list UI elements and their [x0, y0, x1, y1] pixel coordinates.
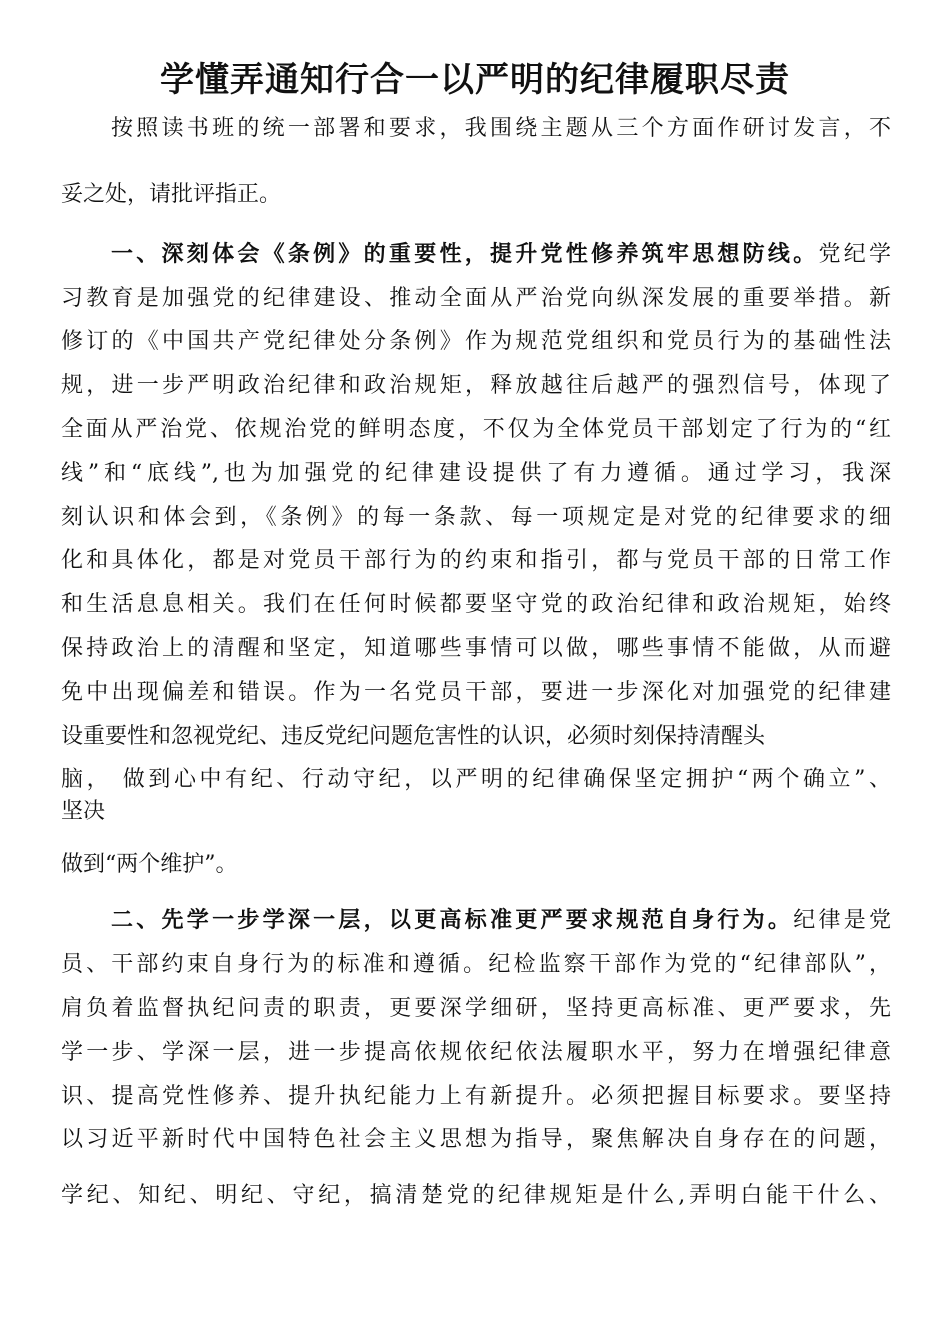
section2-line: 学纪、知纪、明纪、守纪，搞清楚党的纪律规矩是什么,弄明白能干什么、: [61, 1183, 891, 1208]
section1-line: 保持政治上的清醒和坚定，知道哪些事情可以做，哪些事情不能做，从而避: [61, 636, 891, 661]
section1-line: 坚决: [61, 799, 106, 824]
section2-line: 学一步、学深一层，进一步提高依规依纪依法履职水平，努力在增强纪律意: [61, 1040, 891, 1065]
section1-line: 刻认识和体会到，《条例》的每一条款、每一项规定是对党的纪律要求的细: [61, 505, 891, 530]
intro-line-2: 妥之处，请批评指正。: [61, 182, 282, 207]
section1-line: 习教育是加强党的纪律建设、推动全面从严治党向纵深发展的重要举措。新: [61, 286, 891, 311]
document-title: 学懂弄通知行合一以严明的纪律履职尽责: [160, 60, 790, 100]
section2-line: 识、提高党性修养、提升执纪能力上有新提升。必须把握目标要求。要坚持: [61, 1084, 891, 1109]
section2-heading: 二、先学一步学深一层，以更高标准更严要求规范自身行为。: [111, 908, 794, 933]
section2-first-line: [111, 906, 891, 936]
section1-line: 化和具体化，都是对党员干部行为的约束和指引，都与党员干部的日常工作: [61, 548, 891, 573]
section2-line: 以习近平新时代中国特色社会主义思想为指导，聚焦解决自身存在的问题，: [61, 1127, 891, 1152]
section2-heading-rest: 纪律是党: [793, 908, 891, 933]
section1-line: 设重要性和忽视党纪、违反党纪问题危害性的认识，必须时刻保持清醒头: [61, 724, 766, 749]
section1-line: 脑， 做到心中有纪、行动守纪，以严明的纪律确保坚定拥护“两个确立”、: [61, 767, 891, 792]
section1-line: 线”和“底线”,也为加强党的纪律建设提供了有力遵循。通过学习，我深: [61, 461, 891, 486]
section2-line: 员、干部约束自身行为的标准和遵循。纪检监察干部作为党的“纪律部队”，: [61, 952, 891, 977]
section1-line: 规，进一步严明政治纪律和政治规矩，释放越往后越严的强烈信号，体现了: [61, 373, 891, 398]
section1-line: 全面从严治党、依规治党的鲜明态度，不仅为全体党员干部划定了行为的“红: [61, 417, 891, 442]
section1-line: 免中出现偏差和错误。作为一名党员干部，要进一步深化对加强党的纪律建: [61, 680, 891, 705]
section1-heading: 一、深刻体会《条例》的重要性，提升党性修养筑牢思想防线。: [111, 242, 819, 267]
section1-line: 修订的《中国共产党纪律处分条例》作为规范党组织和党员行为的基础性法: [61, 329, 891, 354]
section1-first-line: [111, 240, 891, 270]
intro-line-1: 按照读书班的统一部署和要求，我围绕主题从三个方面作研讨发言，不: [111, 116, 891, 141]
section1-line: 和生活息息相关。我们在任何时候都要坚守党的政治纪律和政治规矩，始终: [61, 592, 891, 617]
section1-heading-rest: 党纪学: [818, 242, 891, 267]
section1-line: 做到“两个维护”。: [61, 852, 238, 877]
section2-line: 肩负着监督执纪问责的职责，更要深学细研，坚持更高标准、更严要求，先: [61, 996, 891, 1021]
